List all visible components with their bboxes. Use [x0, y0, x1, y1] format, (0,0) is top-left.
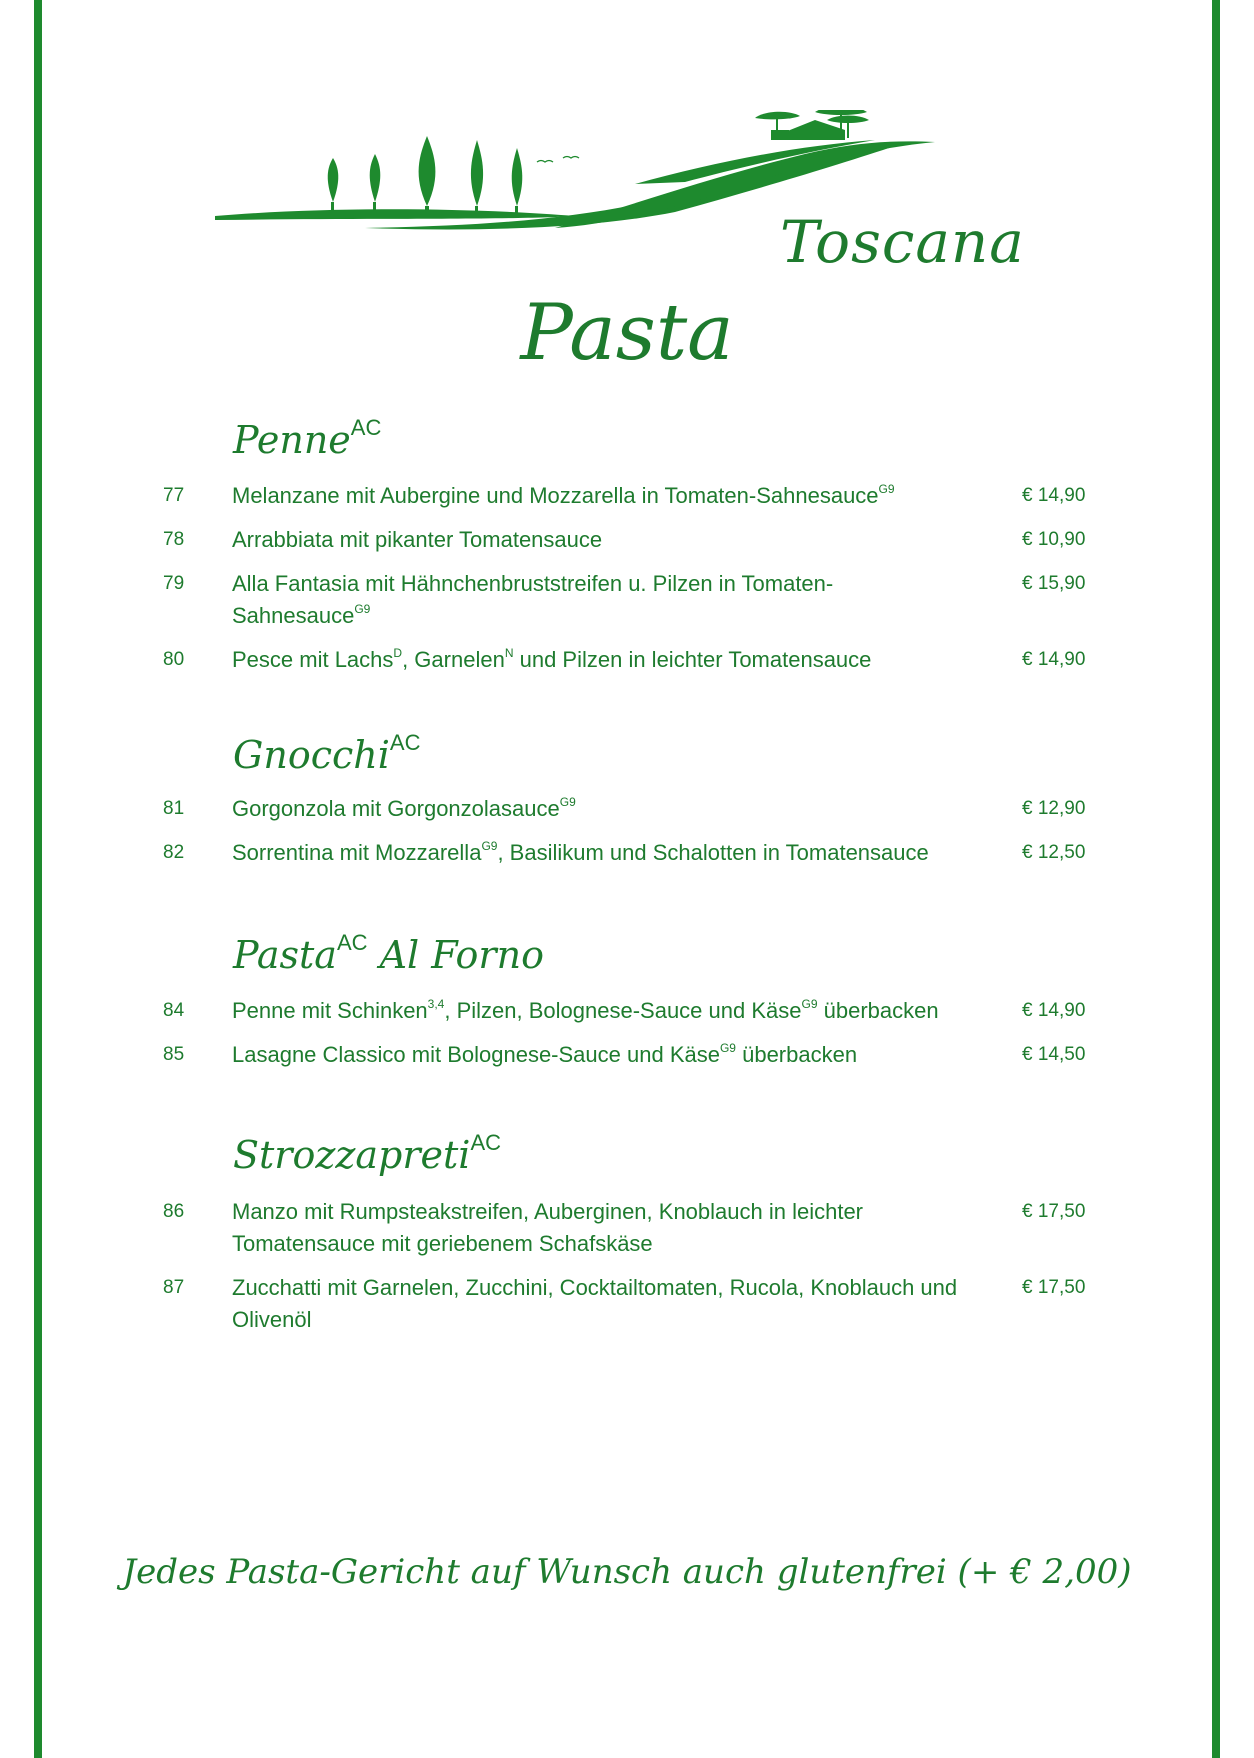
item-number: 86 — [163, 1201, 185, 1222]
item-description: Zucchatti mit Garnelen, Zucchini, Cocktailtomaten, Rucola, Knoblauch und Olivenöl — [232, 1275, 958, 1332]
page-title: Pasta — [520, 288, 734, 378]
brand-name: Toscana — [780, 208, 1025, 276]
item-number: 82 — [163, 842, 185, 863]
item-description: Melanzane mit Aubergine und Mozzarella in Tomaten-Sahnesauce$^{G9}$ — [232, 482, 895, 508]
item-price: € 17,50 — [1022, 1277, 1086, 1298]
section-title-pasta-al-forno: Pasta$^{AC}$ Al Forno — [233, 930, 544, 977]
item-description: Arrabbiata mit pikanter Tomatensauce — [232, 527, 603, 552]
item-price: € 14,90 — [1022, 649, 1086, 670]
item-price: € 10,90 — [1022, 529, 1086, 550]
gluten-free-note: Jedes Pasta-Gericht auf Wunsch auch glutenfrei (+ € 2,00) — [122, 1552, 1132, 1592]
item-price: € 12,90 — [1022, 798, 1086, 819]
item-number: 78 — [163, 529, 185, 550]
section-title-strozzapreti: Strozzapreti$^{AC}$ — [233, 1130, 502, 1177]
item-price: € 15,90 — [1022, 573, 1086, 594]
item-price: € 14,50 — [1022, 1044, 1086, 1065]
item-description: Manzo mit Rumpsteakstreifen, Auberginen, Knoblauch in leichter Tomatensauce mit geriebenem Schafskäse — [232, 1199, 864, 1256]
page-border-right — [1212, 0, 1220, 1758]
item-description: Lasagne Classico mit Bolognese-Sauce und Käse$^{G9}$ überbacken — [232, 1041, 858, 1067]
item-description: Pesce mit Lachs$^D$, Garnelen$^N$ und Pilzen in leichter Tomatensauce — [232, 646, 872, 672]
item-number: 80 — [163, 649, 185, 670]
item-description: Alla Fantasia mit Hähnchenbruststreifen u. Pilzen in Tomaten-Sahnesauce$^{G9}$ — [232, 571, 834, 628]
item-number: 77 — [163, 485, 185, 506]
item-price: € 12,50 — [1022, 842, 1086, 863]
item-description: Gorgonzola mit Gorgonzolasauce$^{G9}$ — [232, 795, 576, 821]
item-number: 81 — [163, 798, 185, 819]
item-number: 85 — [163, 1044, 185, 1065]
section-title-penne: Penne$^{AC}$ — [233, 415, 382, 462]
item-number: 87 — [163, 1277, 185, 1298]
item-price: € 14,90 — [1022, 1000, 1086, 1021]
item-description: Sorrentina mit Mozzarella$^{G9}$, Basilikum und Schalotten in Tomatensauce — [232, 839, 929, 865]
item-price: € 17,50 — [1022, 1201, 1086, 1222]
item-price: € 14,90 — [1022, 485, 1086, 506]
item-number: 79 — [163, 573, 185, 594]
item-description: Penne mit Schinken$^{3,4}$, Pilzen, Bolognese-Sauce und Käse$^{G9}$ überbacken — [232, 997, 939, 1023]
section-title-gnocchi: Gnocchi$^{AC}$ — [233, 730, 421, 777]
page-border-left — [34, 0, 42, 1758]
item-number: 84 — [163, 1000, 185, 1021]
